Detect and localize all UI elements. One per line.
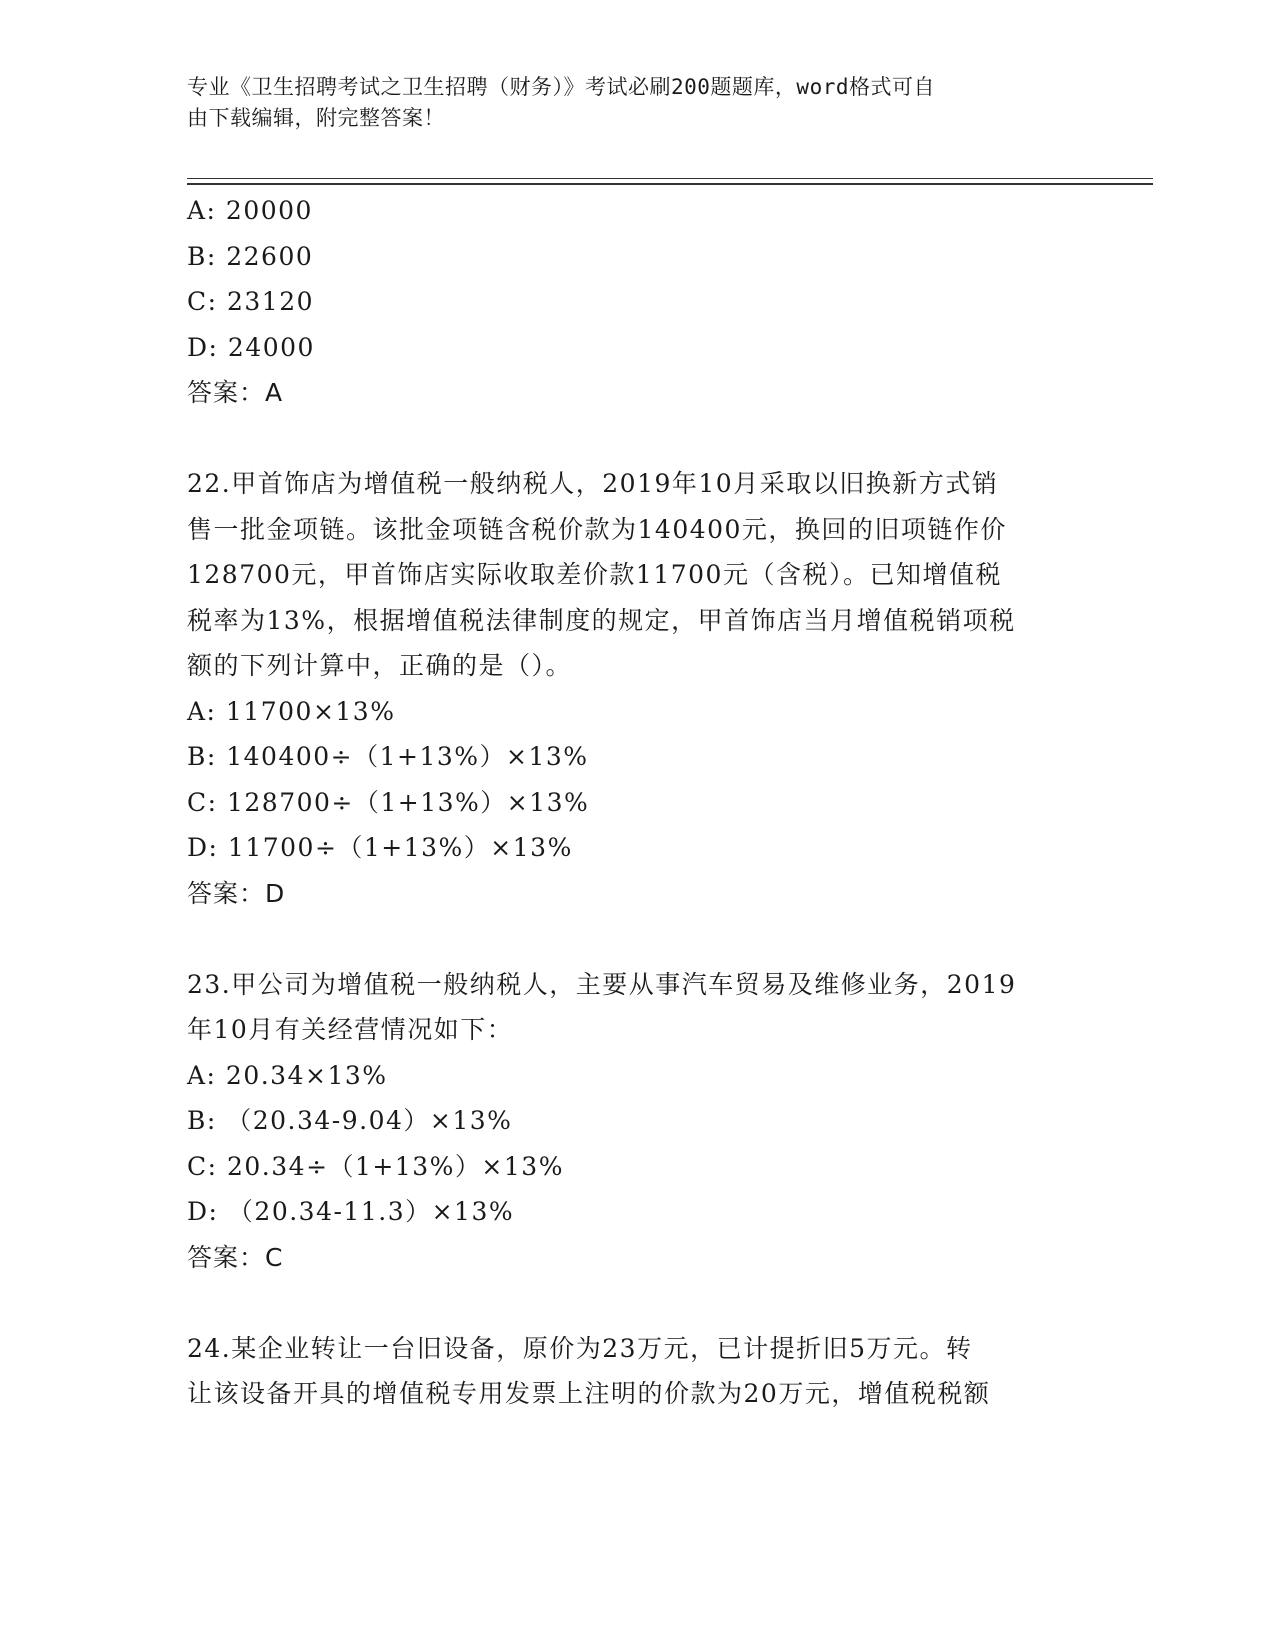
header-divider-thin [187, 178, 1153, 179]
question-text-line: 额的下列计算中，正确的是（）。 [187, 651, 573, 680]
header-line-1: 专业《卫生招聘考试之卫生招聘（财务）》考试必刷200题题库，word格式可自 [187, 75, 935, 99]
question-23 [187, 962, 1087, 1281]
spacer [187, 416, 1087, 462]
option-a: A: 20.34×13% [187, 1060, 388, 1090]
option-b: B: 22600 [187, 241, 314, 271]
option-b: B: 140400÷（1+13%）×13% [187, 742, 589, 771]
header-divider-thick [187, 183, 1153, 185]
document-body [187, 188, 1087, 1417]
document-header [187, 72, 1067, 134]
answer-line: 答案：C [187, 1242, 284, 1272]
question-text-line: 让该设备开具的增值税专用发票上注明的价款为20万元，增值税税额 [187, 1379, 991, 1408]
question-21 [187, 188, 1087, 416]
option-b: B: （20.34-9.04）×13% [187, 1106, 513, 1135]
answer-line: 答案：A [187, 378, 284, 407]
question-text-line: 年10月有关经营情况如下： [187, 1015, 514, 1044]
option-c: C: 128700÷（1+13%）×13% [187, 787, 590, 817]
question-text-line: 128700元，甲首饰店实际收取差价款11700元（含税）。已知增值税 [187, 560, 1002, 589]
question-text-line: 售一批金项链。该批金项链含税价款为140400元，换回的旧项链作价 [187, 514, 1007, 544]
answer-line: 答案：D [187, 878, 286, 908]
option-a: A: 11700×13% [187, 696, 396, 726]
option-d: D: 11700÷（1+13%）×13% [187, 833, 573, 862]
spacer [187, 916, 1087, 962]
question-text-line: 税率为13%，根据增值税法律制度的规定，甲首饰店当月增值税销项税 [187, 605, 1016, 635]
question-text-line: 24.某企业转让一台旧设备，原价为23万元，已计提折旧5万元。转 [187, 1333, 973, 1363]
option-c: C: 23120 [187, 287, 315, 316]
option-c: C: 20.34÷（1+13%）×13% [187, 1151, 564, 1181]
question-24 [187, 1326, 1087, 1417]
spacer [187, 1280, 1087, 1326]
header-line-2: 由下载编辑，附完整答案！ [187, 106, 445, 130]
question-text-line: 23.甲公司为增值税一般纳税人，主要从事汽车贸易及维修业务，2019 [187, 969, 1017, 999]
option-a: A: 20000 [187, 196, 313, 225]
question-22 [187, 461, 1087, 916]
option-d: D: （20.34-11.3）×13% [187, 1197, 515, 1226]
question-text-line: 22.甲首饰店为增值税一般纳税人，2019年10月采取以旧换新方式销 [187, 469, 999, 498]
option-d: D: 24000 [187, 332, 315, 362]
